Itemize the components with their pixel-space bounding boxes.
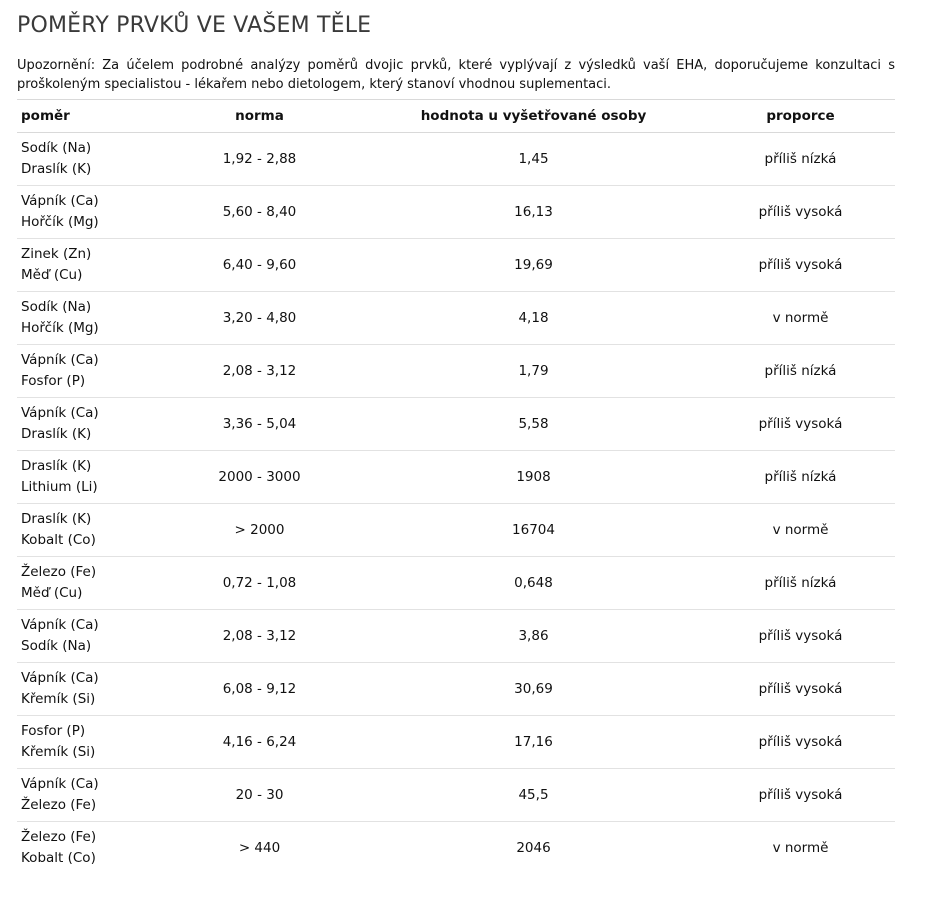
element-a: Vápník (Ca) (21, 776, 99, 792)
cell-proporce: příliš vysoká (706, 398, 895, 451)
element-b: Měď (Cu) (21, 267, 83, 283)
cell-pomer (17, 557, 158, 610)
table-row (17, 769, 895, 822)
cell-hodnota: 16704 (361, 504, 706, 557)
cell-pomer (17, 769, 158, 822)
element-b: Měď (Cu) (21, 585, 83, 601)
cell-hodnota: 3,86 (361, 610, 706, 663)
table-row (17, 822, 895, 875)
table-row (17, 451, 895, 504)
cell-pomer (17, 398, 158, 451)
element-b: Křemík (Si) (21, 744, 96, 760)
cell-proporce: příliš nízká (706, 557, 895, 610)
element-a: Fosfor (P) (21, 723, 86, 739)
element-a: Vápník (Ca) (21, 352, 99, 368)
element-a: Vápník (Ca) (21, 193, 99, 209)
cell-hodnota: 1,79 (361, 345, 706, 398)
cell-pomer (17, 292, 158, 345)
notice-text: Upozornění: Za účelem podrobné analýzy poměrů dvojic prvků, které vyplývají z výsledků vaší EHA, doporučujeme konzultaci s proškoleným specialistou - lékařem nebo dietologem, který stanoví vhodnou suplementaci. (17, 58, 895, 92)
element-b: Draslík (K) (21, 161, 92, 177)
cell-proporce: příliš vysoká (706, 610, 895, 663)
table-row (17, 186, 895, 239)
cell-norma: > 440 (238, 840, 281, 856)
table-row (17, 557, 895, 610)
element-a: Draslík (K) (21, 458, 92, 474)
cell-pomer (17, 504, 158, 557)
cell-hodnota: 45,5 (361, 769, 706, 822)
element-b: Lithium (Li) (21, 479, 98, 495)
cell-proporce: příliš nízká (706, 133, 895, 186)
cell-norma: 3,20 - 4,80 (158, 292, 361, 345)
table-row (17, 292, 895, 345)
cell-pomer (17, 716, 158, 769)
cell-proporce: příliš vysoká (706, 239, 895, 292)
header-norma: norma (158, 100, 361, 133)
table-row (17, 239, 895, 292)
element-a: Železo (Fe) (21, 829, 97, 845)
element-b: Hořčík (Mg) (21, 320, 99, 336)
element-b: Železo (Fe) (21, 797, 97, 813)
page-title: POMĚRY PRVKŮ VE VAŠEM TĚLE (17, 13, 372, 38)
cell-norma: 5,60 - 8,40 (158, 186, 361, 239)
element-a: Vápník (Ca) (21, 405, 99, 421)
element-b: Hořčík (Mg) (21, 214, 99, 230)
element-a: Železo (Fe) (21, 564, 97, 580)
cell-proporce: příliš vysoká (706, 663, 895, 716)
cell-pomer (17, 822, 158, 875)
cell-hodnota: 16,13 (361, 186, 706, 239)
cell-norma: 6,08 - 9,12 (158, 663, 361, 716)
element-b: Křemík (Si) (21, 691, 96, 707)
table-row (17, 345, 895, 398)
element-a: Vápník (Ca) (21, 670, 99, 686)
table-body (17, 133, 895, 875)
cell-pomer (17, 186, 158, 239)
cell-norma: 4,16 - 6,24 (158, 716, 361, 769)
cell-pomer (17, 345, 158, 398)
element-b: Kobalt (Co) (21, 850, 96, 866)
cell-pomer (17, 663, 158, 716)
element-b: Kobalt (Co) (21, 532, 96, 548)
cell-pomer (17, 239, 158, 292)
table-row (17, 133, 895, 186)
cell-hodnota: 1908 (361, 451, 706, 504)
cell-hodnota: 5,58 (361, 398, 706, 451)
element-a: Sodík (Na) (21, 299, 92, 315)
element-b: Draslík (K) (21, 426, 92, 442)
header-proporce: proporce (706, 100, 895, 133)
table-header-row (17, 100, 895, 133)
cell-hodnota: 0,648 (361, 557, 706, 610)
cell-hodnota: 1,45 (361, 133, 706, 186)
cell-hodnota: 19,69 (361, 239, 706, 292)
cell-proporce: příliš vysoká (706, 716, 895, 769)
cell-pomer (17, 133, 158, 186)
element-a: Zinek (Zn) (21, 246, 92, 262)
table-row (17, 610, 895, 663)
cell-norma: 2,08 - 3,12 (158, 345, 361, 398)
element-b: Fosfor (P) (21, 373, 86, 389)
cell-hodnota: 2046 (516, 840, 551, 856)
table-row (17, 504, 895, 557)
table-row (17, 398, 895, 451)
cell-proporce: v normě (706, 504, 895, 557)
element-a: Vápník (Ca) (21, 617, 99, 633)
cell-norma: > 2000 (158, 504, 361, 557)
cell-hodnota: 4,18 (361, 292, 706, 345)
cell-proporce: příliš vysoká (706, 769, 895, 822)
cell-norma: 2000 - 3000 (158, 451, 361, 504)
cell-proporce: příliš vysoká (706, 186, 895, 239)
header-hodnota: hodnota u vyšetřované osoby (361, 100, 706, 133)
header-pomer: poměr (17, 100, 158, 133)
cell-hodnota: 17,16 (361, 716, 706, 769)
element-a: Draslík (K) (21, 511, 92, 527)
ratios-table (17, 99, 895, 874)
cell-proporce: příliš nízká (706, 451, 895, 504)
cell-norma: 3,36 - 5,04 (158, 398, 361, 451)
table-row (17, 716, 895, 769)
cell-hodnota: 30,69 (361, 663, 706, 716)
cell-norma: 0,72 - 1,08 (158, 557, 361, 610)
element-b: Sodík (Na) (21, 638, 92, 654)
cell-norma: 20 - 30 (158, 769, 361, 822)
element-a: Sodík (Na) (21, 140, 92, 156)
cell-proporce: v normě (772, 840, 829, 856)
cell-proporce: příliš nízká (706, 345, 895, 398)
cell-norma: 6,40 - 9,60 (158, 239, 361, 292)
table-row (17, 663, 895, 716)
cell-pomer (17, 451, 158, 504)
cell-proporce: v normě (706, 292, 895, 345)
cell-norma: 2,08 - 3,12 (158, 610, 361, 663)
cell-norma: 1,92 - 2,88 (158, 133, 361, 186)
cell-pomer (17, 610, 158, 663)
